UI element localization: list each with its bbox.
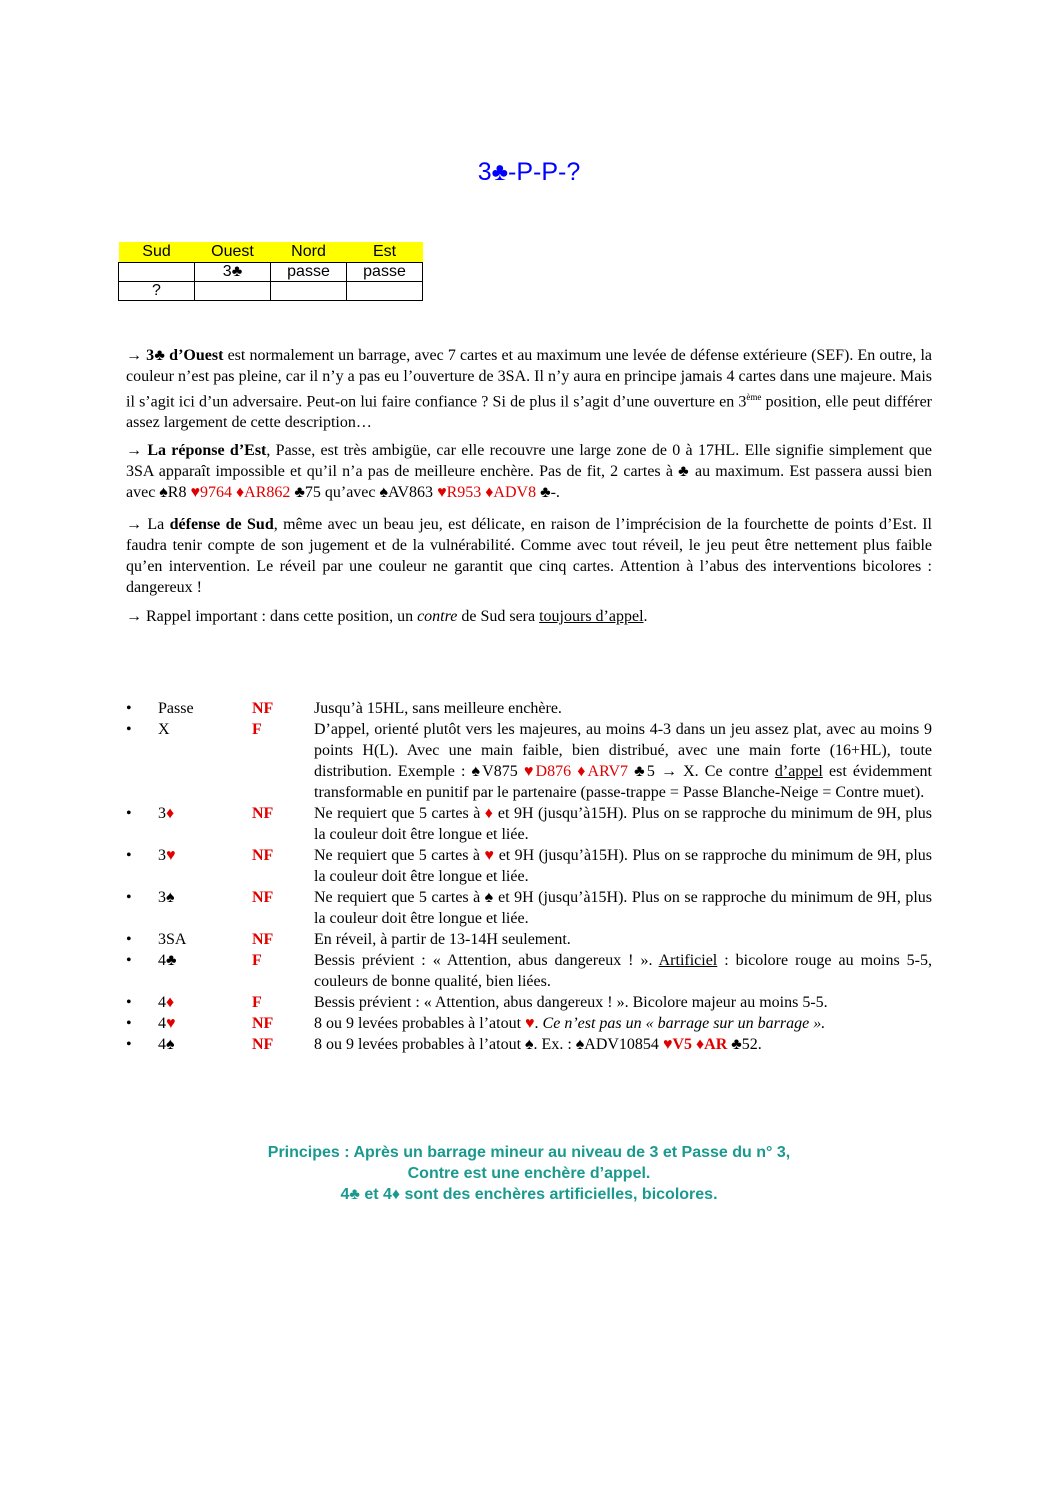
bid-label: 3♠: [158, 889, 175, 906]
paragraph-est: [126, 440, 932, 503]
forcing-label: NF: [252, 847, 274, 864]
description-text: Bessis prévient : « Attention, abus dangereux ! ».: [314, 952, 659, 969]
list-item: [126, 803, 932, 845]
red-cards: ♥R953 ♦ADV8: [437, 484, 537, 501]
forcing-label: NF: [252, 1015, 274, 1032]
arrow-text: → La: [126, 516, 170, 533]
description-text: D’appel, orienté plutôt vers les majeures, au moins 4-3 dans un jeu assez plat, avec au moins 9 points H(L). Avec une main faible, bien distribué, avec une main forte (16+HL), toute distribution. Exemple : ♠V875: [314, 721, 932, 780]
paragraph-text: ♣-.: [536, 484, 560, 501]
description-text: et 9H (jusqu’à15H). Plus on se rapproche du minimum de 9H, plus la couleur doit être longue et liée.: [314, 805, 932, 843]
forcing-label: F: [252, 721, 262, 738]
heart-icon: ♥: [484, 847, 495, 864]
list-item: [126, 698, 932, 719]
bid-label: Passe: [158, 700, 194, 717]
bid-level: 4: [158, 1015, 166, 1032]
red-cards: ♥9764 ♦AR862: [190, 484, 291, 501]
forcing-label: NF: [252, 1036, 274, 1053]
underlined-text: d’appel: [774, 763, 823, 780]
auction-cell: passe: [271, 263, 347, 282]
forcing-label: NF: [252, 889, 274, 906]
underlined-text: Artificiel: [658, 952, 718, 969]
list-item: [126, 950, 932, 992]
paragraph-ouest: [126, 345, 932, 433]
description-text: Ne requiert que 5 cartes à: [314, 847, 485, 864]
paragraph-text: .: [643, 608, 648, 625]
auction-cell: ?: [119, 282, 195, 301]
bid-description: [314, 1036, 762, 1053]
bid-label: X: [158, 721, 170, 738]
bullet: •: [126, 952, 132, 969]
bid-level: 3: [158, 805, 166, 822]
bold-heading: défense de Sud: [169, 516, 274, 533]
paragraph-text: est normalement un barrage, avec 7 cartes et au maximum une levée de défense extérieure (SEF). En outre, la couleur n’est pas pleine, car il n’y a pas eu l’ouverture de 3SA. Il n’y aura en principe jamais 4 cartes dans une majeure. Mais il s’agit ici d’un adversaire. Peut-on lui faire confiance ? Si de plus il s’agit d’une ouverture en 3: [126, 347, 933, 411]
description-text: et 9H (jusqu’à15H). Plus on se rapproche du minimum de 9H, plus la couleur doit être longue et liée.: [314, 847, 933, 885]
bid-description: Ne requiert que 5 cartes à ♠ et 9H (jusqu’à15H). Plus on se rapproche du minimum de 9H, plus la couleur doit être longue et liée.: [314, 889, 932, 927]
list-item: [126, 887, 932, 929]
bold-heading: 3♣ d’Ouest: [146, 347, 224, 364]
auction-cell: 3♣: [195, 263, 271, 282]
description-text: 8 ou 9 levées probables à l’atout ♠. Ex. : ♠ADV10854: [314, 1036, 663, 1053]
heart-icon: ♥: [166, 847, 176, 864]
heart-icon: ♥: [166, 1015, 176, 1032]
header-ouest: Ouest: [195, 242, 271, 263]
bid-description: [314, 721, 932, 801]
arrow-text: →: [126, 347, 147, 364]
bid-description: [314, 805, 932, 843]
paragraph-text: , même avec un beau jeu, est délicate, en raison de l’imprécision de la fourchette de points d’Est. Il faudra tenir compte de son jugement et de la vulnérabilité. Comme avec tout réveil, le jeu peut être nettement plus faible qu’en intervention. Le réveil par une couleur ne garantit que cinq cartes. Attention à l’abus des interventions bicolores : dangereux !: [126, 516, 933, 596]
forcing-label: NF: [252, 700, 274, 717]
auction-row: [119, 282, 423, 301]
description-text: Ne requiert que 5 cartes à: [314, 805, 485, 822]
auction-cell: [271, 282, 347, 301]
italic-text: contre: [417, 608, 458, 625]
paragraph-rappel: [126, 606, 932, 627]
red-cards: ♥V5 ♦AR: [662, 1036, 728, 1053]
bid-label: [158, 992, 174, 1013]
auction-table: [118, 242, 423, 301]
bullet: •: [126, 889, 132, 906]
bid-label: [158, 803, 174, 824]
bid-description: [314, 1015, 825, 1032]
description-text: est évidemment transformable en punitif par le partenaire (passe-trappe = Passe Blanche-Neige = Contre muet).: [314, 763, 932, 801]
arrow-text: →: [126, 442, 148, 459]
auction-cell: [119, 263, 195, 282]
bids-list: [126, 698, 932, 1055]
superscript: ème: [746, 392, 762, 402]
bold-heading: La réponse d’Est: [147, 442, 267, 459]
header-sud: Sud: [119, 242, 195, 263]
bullet: •: [126, 994, 132, 1011]
list-item: [126, 1013, 932, 1034]
principles-line: Contre est une enchère d’appel.: [407, 1165, 651, 1182]
paragraph-text: → Rappel important : dans cette position, un: [126, 608, 418, 625]
bid-description: En réveil, à partir de 13-14H seulement.: [314, 931, 571, 948]
bullet: •: [126, 1015, 132, 1032]
bid-level: 3: [158, 847, 166, 864]
auction-header-row: [119, 242, 423, 263]
italic-text: Ce n’est pas un « barrage sur un barrage ».: [542, 1015, 826, 1032]
diamond-icon: ♦: [166, 805, 175, 822]
bullet: •: [126, 700, 132, 717]
principles-box: [0, 1142, 1058, 1205]
underlined-text: toujours d’appel: [539, 608, 644, 625]
principles-line: 4♣ et 4♦ sont des enchères artificielles, bicolores.: [340, 1186, 718, 1203]
bullet: •: [126, 1036, 132, 1053]
bullet: •: [126, 721, 132, 738]
auction-cell: passe: [347, 263, 423, 282]
description-text: ♣5 → X. Ce contre: [628, 763, 775, 780]
bid-label: 4♠: [158, 1036, 175, 1053]
bid-description: [314, 952, 932, 990]
description-text: : bicolore rouge au moins 5-5, couleurs de bonne qualité, bien liées.: [314, 952, 933, 990]
bid-description: Jusqu’à 15HL, sans meilleure enchère.: [314, 700, 562, 717]
paragraph-text: position, elle peut différer assez largement de cette description…: [126, 393, 933, 432]
auction-row: [119, 263, 423, 282]
list-item: [126, 1034, 932, 1055]
heart-icon: ♥: [525, 1015, 535, 1032]
auction-cell: [195, 282, 271, 301]
description-text: .: [534, 1015, 543, 1032]
diamond-icon: ♦: [484, 805, 494, 822]
principles-line: Principes : Après un barrage mineur au niveau de 3 et Passe du n° 3,: [267, 1144, 791, 1161]
diamond-icon: ♦: [166, 994, 175, 1011]
paragraph-text: ♣75 qu’avec ♠AV863: [290, 484, 438, 501]
bid-description: [314, 847, 932, 885]
description-text: ♣52.: [727, 1036, 762, 1053]
bid-description: Bessis prévient : « Attention, abus dangereux ! ». Bicolore majeur au moins 5-5.: [314, 994, 828, 1011]
list-item: [126, 845, 932, 887]
forcing-label: F: [252, 952, 262, 969]
bid-label: [158, 845, 176, 866]
bid-label: [158, 1013, 176, 1034]
description-text: 8 ou 9 levées probables à l’atout: [314, 1015, 526, 1032]
header-nord: Nord: [271, 242, 347, 263]
paragraph-sud: [126, 514, 932, 598]
header-est: Est: [347, 242, 423, 263]
forcing-label: NF: [252, 931, 274, 948]
bid-label: 3SA: [158, 931, 187, 948]
forcing-label: NF: [252, 805, 274, 822]
bullet: •: [126, 931, 132, 948]
bid-level: 4: [158, 994, 166, 1011]
red-cards: ♥D876 ♦ARV7: [523, 763, 629, 780]
forcing-label: F: [252, 994, 262, 1011]
paragraph-text: , Passe, est très ambigüe, car elle recouvre une large zone de 0 à 17HL. Elle signifie simplement que 3SA apparaît impossible et qu’il n’a pas de meilleure enchère. Pas de fit, 2 cartes à ♣ au maximum. Est passera aussi bien avec ♠R8: [126, 442, 933, 501]
bullet: •: [126, 805, 132, 822]
page-title: 3♣-P-P-?: [477, 158, 581, 186]
list-item: [126, 719, 932, 803]
auction-cell: [347, 282, 423, 301]
paragraph-text: de Sud sera: [457, 608, 540, 625]
list-item: [126, 992, 932, 1013]
list-item: [126, 929, 932, 950]
bid-label: 4♣: [158, 952, 177, 969]
bullet: •: [126, 847, 132, 864]
